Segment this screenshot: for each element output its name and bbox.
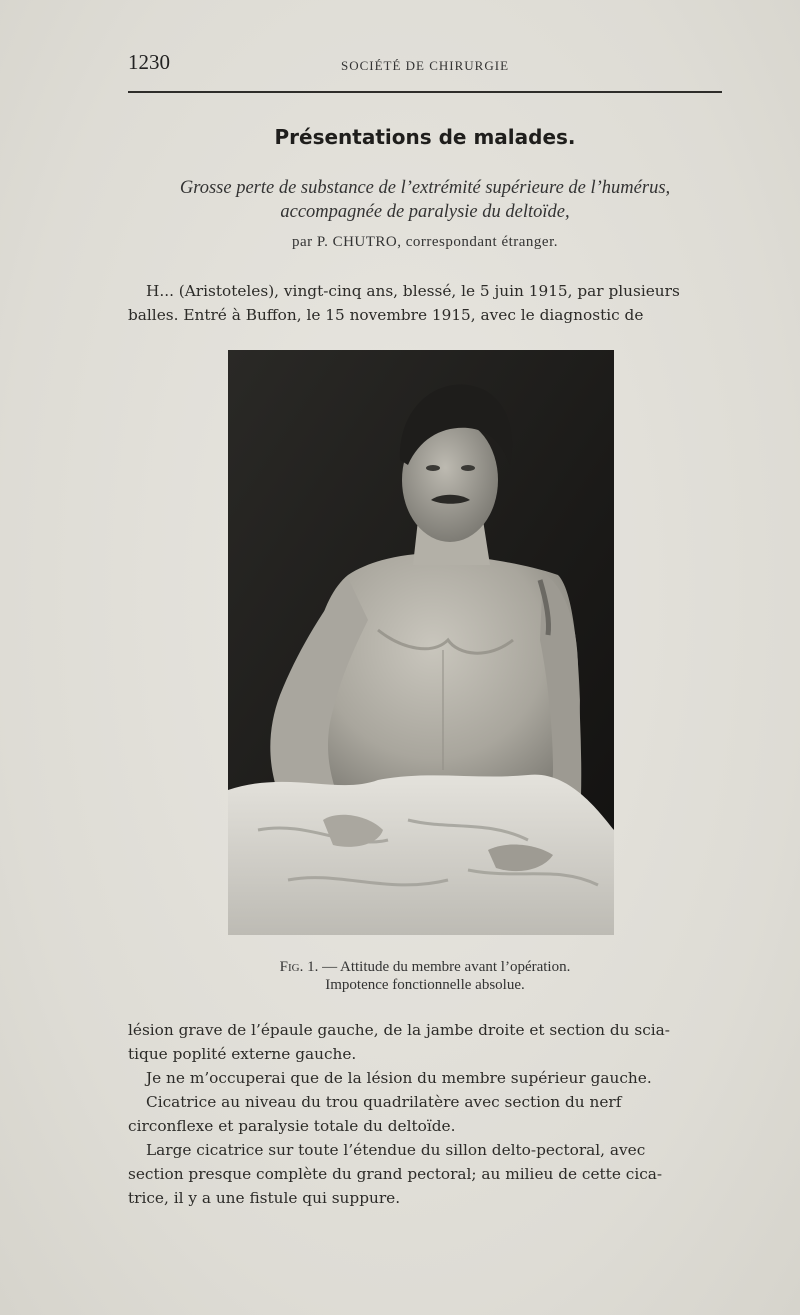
page-number: 1230 — [128, 50, 170, 74]
paragraph-1-line-2: tique poplité externe gauche. — [128, 1045, 357, 1063]
figure-label: Fig. 1. — [279, 959, 319, 975]
paragraph-4-line-3: trice, il y a une fistule qui suppure. — [128, 1189, 401, 1207]
body-intro-line-1: H... (Aristoteles), vingt-cinq ans, blessé, le 5 juin 1915, par plusieurs — [146, 282, 680, 300]
photograph-image — [228, 350, 614, 935]
page-header — [128, 50, 722, 76]
body-intro-line-2: balles. Entré à Buffon, le 15 novembre 1915, avec le diagnostic de — [128, 306, 644, 324]
paragraph-2: Je ne m’occuperai que de la lésion du membre supérieur gauche. — [146, 1069, 652, 1087]
figure-caption-line-2: Impotence fonctionnelle absolue. — [325, 977, 525, 993]
figure-caption-text: — Attitude du membre avant l’opération. — [318, 959, 571, 975]
patient-photograph — [228, 350, 614, 935]
section-title: Présentations de malades. — [274, 125, 576, 149]
article-title-line-2: accompagnée de paralysie du deltoïde, — [280, 202, 570, 222]
running-head: SOCIÉTÉ DE CHIRURGIE — [340, 58, 510, 73]
figure-caption — [128, 958, 722, 994]
paragraph-1-line-1: lésion grave de l’épaule gauche, de la jambe droite et section du scia- — [128, 1021, 670, 1039]
article-title-line-1: Grosse perte de substance de l’extrémité supérieure de l’humérus, — [179, 178, 671, 198]
paragraph-4-line-2: section presque complète du grand pectoral; au milieu de cette cica- — [128, 1165, 663, 1183]
paragraph-3-line-2: circonflexe et paralysie totale du deltoïde. — [128, 1117, 456, 1135]
body-intro — [128, 279, 722, 327]
paragraph-3-line-1: Cicatrice au niveau du trou quadrilatère avec section du nerf — [146, 1093, 622, 1111]
figure-caption-line-1 — [128, 958, 722, 976]
article-title — [128, 176, 722, 224]
article-byline: par P. CHUTRO, correspondant étranger. — [291, 234, 559, 250]
header-rule — [128, 91, 722, 93]
paragraph-4-line-1: Large cicatrice sur toute l’étendue du sillon delto-pectoral, avec — [146, 1141, 646, 1159]
body-continued — [128, 1018, 722, 1210]
